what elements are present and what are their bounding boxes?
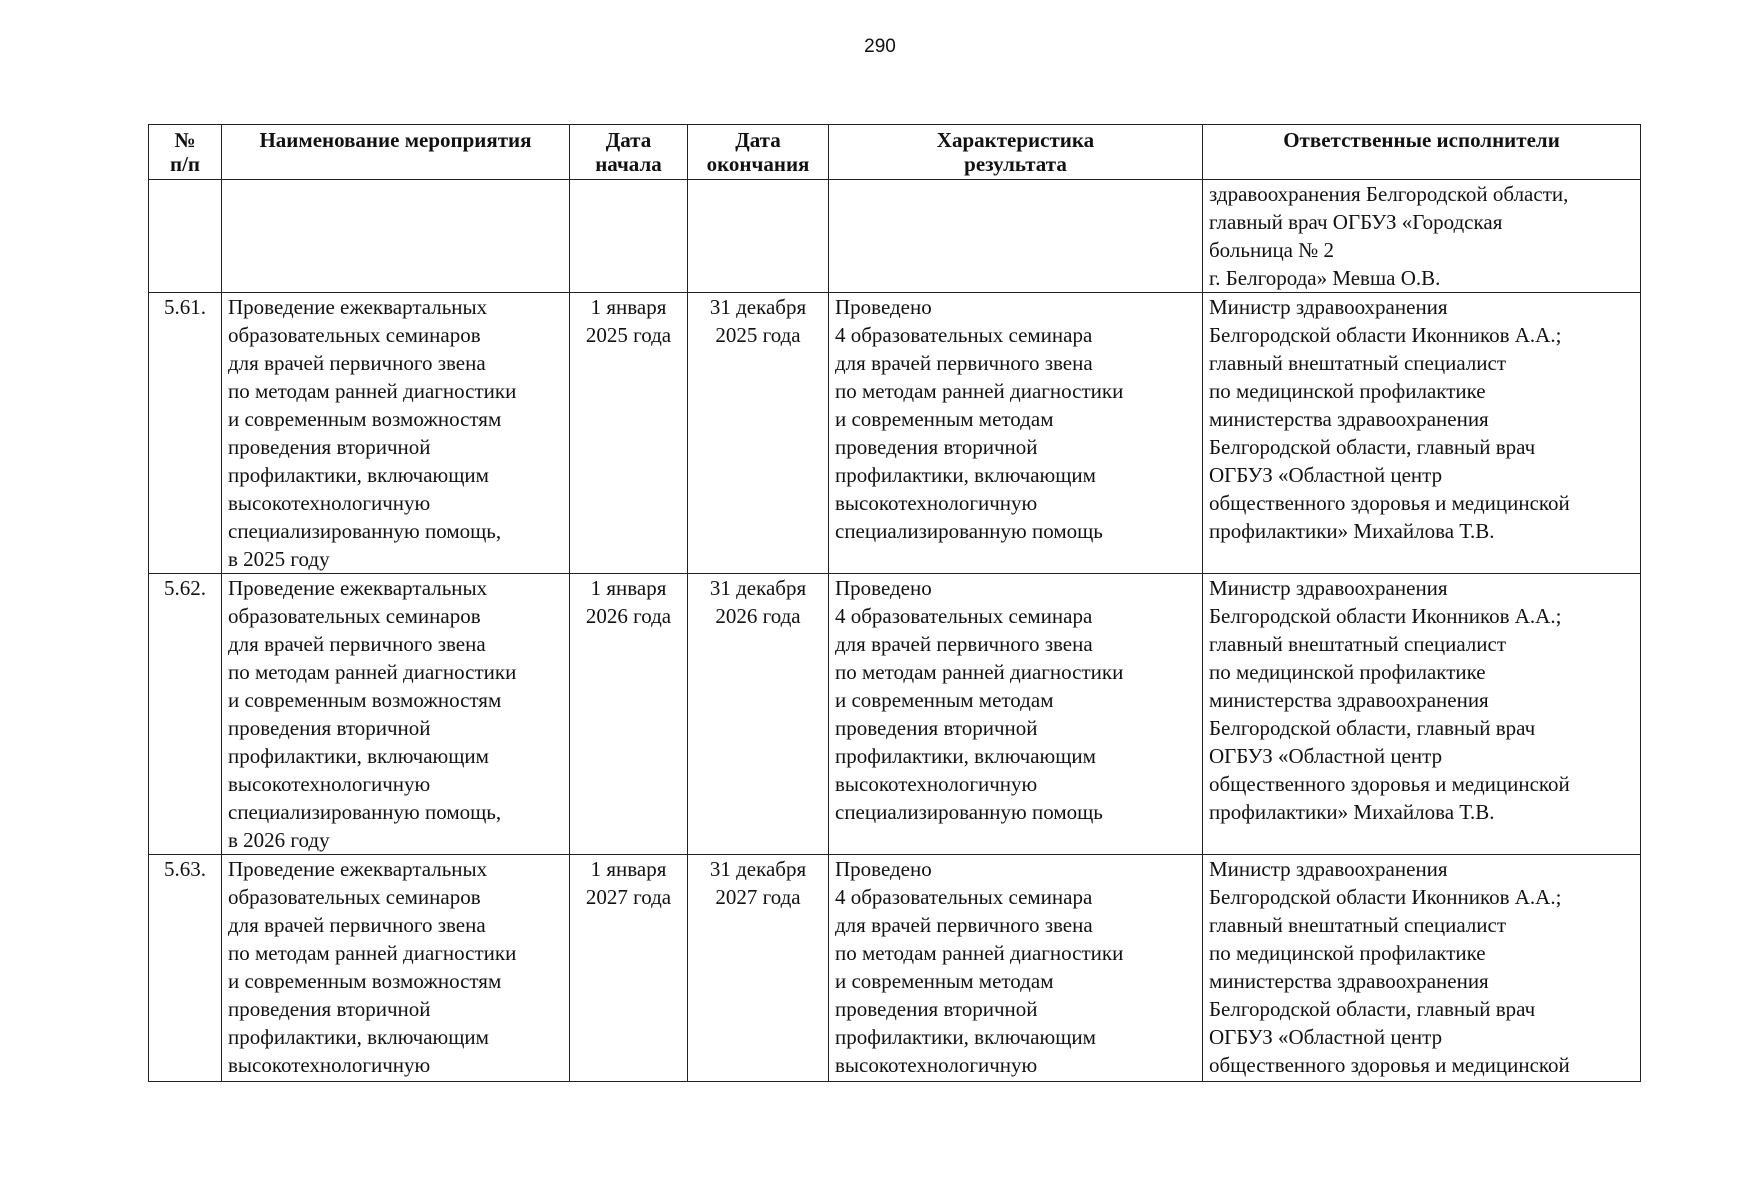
cell-start-date: 1 января 2025 года bbox=[570, 293, 688, 574]
cell-num: 5.62. bbox=[149, 574, 222, 855]
cell-result: Проведено 4 образовательных семинара для врачей первичного звена по методам ранней диагностики и современным методам проведения вторичной профилактики, включающим высокотехнологичную bbox=[829, 855, 1203, 1082]
header-start-date: Дата начала bbox=[570, 125, 688, 180]
cell-num: 5.63. bbox=[149, 855, 222, 1082]
cell-responsible: Министр здравоохранения Белгородской области Иконников А.А.; главный внештатный специалист по медицинской профилактике министерства здравоохранения Белгородской области, главный врач ОГБУЗ «Областной центр общественного здоровья и медицинской профилактики» Михайлова Т.В. bbox=[1203, 293, 1641, 574]
cell-result: Проведено 4 образовательных семинара для врачей первичного звена по методам ранней диагностики и современным методам проведения вторичной профилактики, включающим высокотехнологичную специализированную помощь bbox=[829, 293, 1203, 574]
cell-end-date bbox=[688, 180, 829, 293]
cell-result: Проведено 4 образовательных семинара для врачей первичного звена по методам ранней диагностики и современным методам проведения вторичной профилактики, включающим высокотехнологичную специализированную помощь bbox=[829, 574, 1203, 855]
cell-start-date: 1 января 2027 года bbox=[570, 855, 688, 1082]
table-row-continuation bbox=[149, 180, 1641, 293]
cell-name: Проведение ежеквартальных образовательных семинаров для врачей первичного звена по методам ранней диагностики и современным возможностям проведения вторичной профилактики, включающим высокотехнологичную специализированную помощь, в 2025 году bbox=[222, 293, 570, 574]
header-name: Наименование мероприятия bbox=[222, 125, 570, 180]
header-responsible: Ответственные исполнители bbox=[1203, 125, 1641, 180]
table-header-row bbox=[149, 125, 1641, 180]
header-end-date: Дата окончания bbox=[688, 125, 829, 180]
table-row bbox=[149, 293, 1641, 574]
cell-responsible: Министр здравоохранения Белгородской области Иконников А.А.; главный внештатный специалист по медицинской профилактике министерства здравоохранения Белгородской области, главный врач ОГБУЗ «Областной центр общественного здоровья и медицинской профилактики» Михайлова Т.В. bbox=[1203, 574, 1641, 855]
cell-start-date: 1 января 2026 года bbox=[570, 574, 688, 855]
header-num: № п/п bbox=[149, 125, 222, 180]
cell-name bbox=[222, 180, 570, 293]
cell-num: 5.61. bbox=[149, 293, 222, 574]
header-result: Характеристика результата bbox=[829, 125, 1203, 180]
cell-responsible: Министр здравоохранения Белгородской области Иконников А.А.; главный внештатный специалист по медицинской профилактике министерства здравоохранения Белгородской области, главный врач ОГБУЗ «Областной центр общественного здоровья и медицинской bbox=[1203, 855, 1641, 1082]
table-row bbox=[149, 855, 1641, 1082]
cell-name: Проведение ежеквартальных образовательных семинаров для врачей первичного звена по методам ранней диагностики и современным возможностям проведения вторичной профилактики, включающим высокотехнологичную специализированную помощь, в 2026 году bbox=[222, 574, 570, 855]
cell-name: Проведение ежеквартальных образовательных семинаров для врачей первичного звена по методам ранней диагностики и современным возможностям проведения вторичной профилактики, включающим высокотехнологичную bbox=[222, 855, 570, 1082]
cell-num bbox=[149, 180, 222, 293]
cell-result bbox=[829, 180, 1203, 293]
cell-responsible: здравоохранения Белгородской области, главный врач ОГБУЗ «Городская больница № 2 г. Белгорода» Мевша О.В. bbox=[1203, 180, 1641, 293]
cell-start-date bbox=[570, 180, 688, 293]
page-number: 290 bbox=[864, 36, 896, 57]
cell-end-date: 31 декабря 2025 года bbox=[688, 293, 829, 574]
activities-table bbox=[148, 124, 1641, 1082]
cell-end-date: 31 декабря 2026 года bbox=[688, 574, 829, 855]
table-row bbox=[149, 574, 1641, 855]
cell-end-date: 31 декабря 2027 года bbox=[688, 855, 829, 1082]
